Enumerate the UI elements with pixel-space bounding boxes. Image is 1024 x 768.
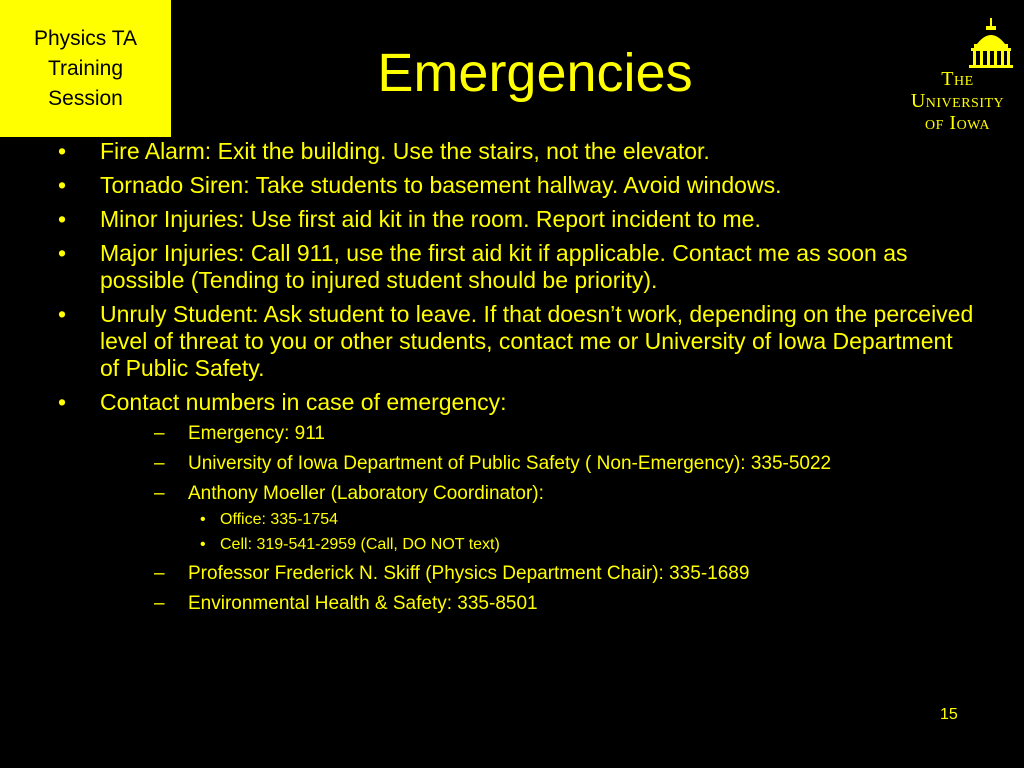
bullet-major-injuries: • Major Injuries: Call 911, use the first aid kit if applicable. Contact me as soon as possible (Tending to injured student should be priority). xyxy=(58,240,908,293)
contact-text: Cell: 319-541-2959 (Call, DO NOT text) xyxy=(220,536,500,553)
bullet-text: Minor Injuries: Use first aid kit in the room. Report incident to me. xyxy=(100,206,761,232)
contact-list xyxy=(100,422,978,615)
contact-text: Anthony Moeller (Laboratory Coordinator): xyxy=(188,483,544,504)
contact-department-chair: – Professor Frederick N. Skiff (Physics Department Chair): 335-1689 xyxy=(154,563,750,584)
bullet-text: Tornado Siren: Take students to basement hallway. Avoid windows. xyxy=(100,172,782,198)
bullet-minor-injuries: • Minor Injuries: Use first aid kit in the room. Report incident to me. xyxy=(58,206,761,232)
contact-text: Emergency: 911 xyxy=(188,423,325,444)
course-tag-text: Physics TA Training Session xyxy=(33,26,138,110)
university-logo-text xyxy=(895,68,1020,134)
contact-ehs: – Environmental Health & Safety: 335-8501 xyxy=(154,593,538,614)
coordinator-office: • Office: 335-1754 xyxy=(200,511,339,528)
contact-text: Professor Frederick N. Skiff (Physics Department Chair): 335-1689 xyxy=(188,563,750,584)
bullet-contact-numbers: • Contact numbers in case of emergency: – Emergency: 911 – University of Iowa Department of Public Safety ( Non-Emergency): 335-5022 – Anthony Moeller (Laboratory Coordinator): • Office: 335-1754 • Cell: 319-541-2959 (Call, DO NOT text) – Professor Frederick N. Skiff (Physics Department Chair): 335-1689 – Environmental Health & Safety: 335-8501 xyxy=(58,389,978,615)
logo-line-3: of Iowa xyxy=(925,112,990,134)
contact-emergency: – Emergency: 911 xyxy=(154,423,325,444)
bullet-fire-alarm: • Fire Alarm: Exit the building. Use the stairs, not the elevator. xyxy=(58,138,710,164)
bullet-unruly-student: • Unruly Student: Ask student to leave. If that doesn’t work, depending on the perceived level of threat to you or other students, contact me or University of Iowa Department of Public Safety. xyxy=(58,301,974,381)
slide-title: Emergencies xyxy=(377,43,693,103)
bullet-text: Unruly Student: Ask student to leave. If that doesn’t work, depending on the perceived level of threat to you or other students, contact me or University of Iowa Department of Public Safety. xyxy=(100,301,974,381)
contact-public-safety: – University of Iowa Department of Public Safety ( Non-Emergency): 335-5022 xyxy=(154,453,832,474)
contact-text: Environmental Health & Safety: 335-8501 xyxy=(188,593,538,614)
bullet-tornado-siren: • Tornado Siren: Take students to basement hallway. Avoid windows. xyxy=(58,172,782,198)
slide-content xyxy=(58,138,978,622)
logo-line-1: The xyxy=(941,68,974,90)
coordinator-cell: • Cell: 319-541-2959 (Call, DO NOT text) xyxy=(200,536,500,553)
contact-text: Office: 335-1754 xyxy=(220,511,339,528)
slide-number: 15 xyxy=(940,706,958,723)
course-tag xyxy=(0,0,171,137)
bullet-list xyxy=(58,138,978,615)
contact-text: University of Iowa Department of Public Safety ( Non-Emergency): 335-5022 xyxy=(188,453,832,474)
coordinator-numbers xyxy=(188,510,978,555)
logo-line-2: University xyxy=(910,90,1005,112)
bullet-text: Contact numbers in case of emergency: xyxy=(100,389,507,415)
contact-coordinator: – Anthony Moeller (Laboratory Coordinator): • Office: 335-1754 • Cell: 319-541-2959 (Call, DO NOT text) xyxy=(142,482,978,555)
university-logo xyxy=(895,18,1020,133)
bullet-text: Major Injuries: Call 911, use the first aid kit if applicable. Contact me as soon as possible (Tending to injured student should be priority). xyxy=(100,240,908,293)
bullet-text: Fire Alarm: Exit the building. Use the stairs, not the elevator. xyxy=(100,138,710,164)
